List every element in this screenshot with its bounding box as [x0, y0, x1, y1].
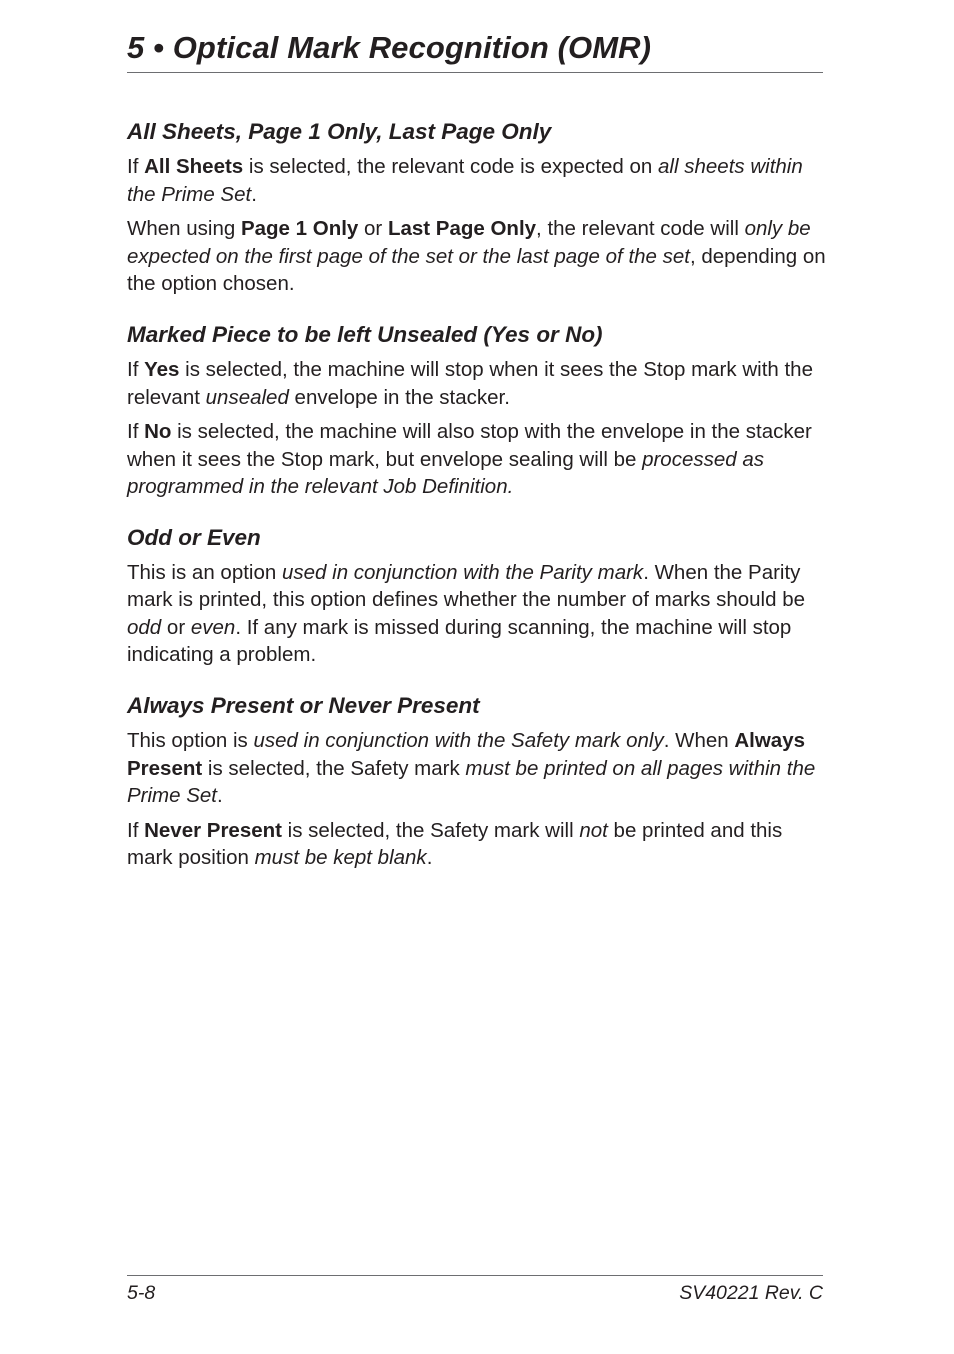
text-run: or [161, 615, 191, 639]
section [127, 117, 827, 298]
section-heading: Always Present or Never Present [127, 692, 480, 718]
italic-text: all sheets within the Prime Set [127, 155, 803, 206]
italic-text: unsealed [205, 385, 289, 409]
section-heading: Marked Piece to be left Unsealed (Yes or No) [127, 321, 603, 347]
text-run: . When the Parity mark is printed, this option defines whether the number of marks should be [127, 560, 805, 612]
bold-text: Yes [144, 358, 180, 381]
text-run: or [358, 217, 388, 241]
page-header [127, 30, 823, 73]
document-body [127, 117, 827, 894]
text-run: . [251, 182, 257, 206]
text-run: . If any mark is missed during scanning, the machine will stop indicating a problem. [127, 615, 792, 667]
italic-text: used in conjunction with the Safety mark only [253, 729, 664, 752]
text-run: be printed and this mark position [127, 818, 783, 869]
italic-text: must be printed on all pages within the Prime Set [127, 756, 816, 807]
text-run: If [127, 358, 145, 381]
italic-text: used in conjunction with the Parity mark [281, 560, 644, 584]
bold-text: Page 1 Only [240, 217, 359, 241]
paragraph [127, 817, 827, 872]
italic-text: even [190, 615, 236, 639]
text-run: If [127, 420, 145, 443]
bold-text: All Sheets [144, 155, 244, 179]
italic-text: odd [127, 615, 162, 639]
paragraph [127, 356, 827, 411]
paragraph [127, 559, 827, 669]
chapter-title: 5 • Optical Mark Recognition (OMR) [127, 30, 652, 65]
bold-text: Never Present [144, 818, 282, 842]
text-run: . [426, 846, 433, 869]
italic-text: must be kept blank [254, 846, 427, 869]
text-run: is selected, the machine will also stop with the envelope in the stacker when it sees the Stop mark, but envelope sealing will be [127, 420, 812, 471]
italic-text: processed as programmed in the relevant Job Definition. [127, 447, 765, 498]
section [127, 523, 827, 669]
bold-text: Always Present [127, 729, 806, 780]
text-run: . When [663, 729, 735, 752]
text-run: When using [127, 217, 241, 241]
text-run: is selected, the Safety mark will [281, 818, 580, 842]
paragraph [127, 153, 827, 208]
text-run: is selected, the machine will stop when it sees the Stop mark with the relevant [127, 358, 813, 409]
section [127, 320, 827, 501]
section-heading: Odd or Even [127, 524, 261, 550]
text-run: is selected, the relevant code is expected on [243, 155, 659, 179]
section-heading: All Sheets, Page 1 Only, Last Page Only [127, 119, 552, 144]
italic-text: not [579, 818, 608, 842]
text-run: This option is [127, 729, 254, 752]
text-run: , depending on the option chosen. [127, 244, 826, 296]
paragraph [127, 215, 827, 298]
italic-text: only be expected on the first page of the set or the last page of the set [127, 217, 811, 268]
text-run: envelope in the stacker. [288, 385, 510, 409]
page-number: 5-8 [127, 1282, 156, 1304]
text-run: This is an option [127, 560, 282, 584]
text-run: . [217, 784, 223, 807]
paragraph [127, 727, 827, 810]
section [127, 691, 827, 872]
text-run: is selected, the Safety mark [202, 756, 466, 780]
page-footer [127, 1275, 823, 1305]
text-run: If [127, 155, 145, 179]
text-run: If [127, 818, 145, 842]
bold-text: No [144, 420, 172, 443]
paragraph [127, 418, 827, 501]
bold-text: Last Page Only [387, 217, 537, 241]
document-id: SV40221 Rev. C [679, 1282, 823, 1304]
text-run: , the relevant code will [536, 217, 745, 241]
